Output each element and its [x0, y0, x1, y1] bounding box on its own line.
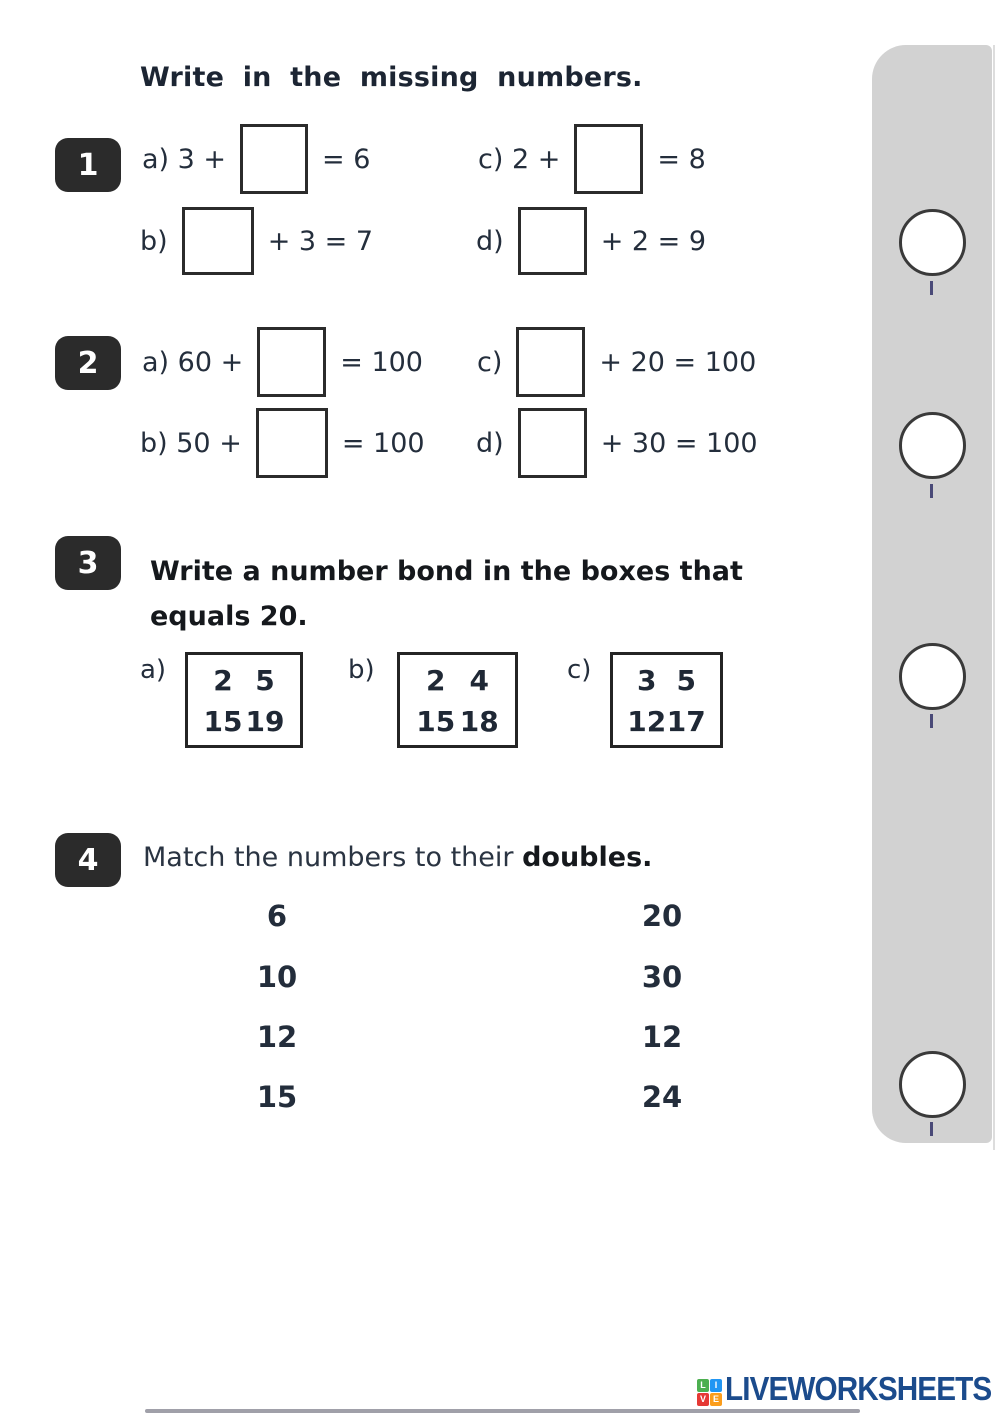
- score-cursor-3: [930, 714, 933, 728]
- q3c-label: c): [567, 655, 592, 685]
- logo-tile-l-icon: L: [697, 1379, 709, 1392]
- q2a-equation: [142, 327, 423, 397]
- q4-left-number-4[interactable]: 15: [256, 1080, 298, 1114]
- q4-prompt: [143, 842, 652, 873]
- q2a-lead-text: a) 60 +: [142, 346, 244, 378]
- liveworksheets-logo-text: LIVEWORKSHEETS: [725, 1370, 992, 1407]
- q2c-tail-text: + 20 = 100: [599, 346, 757, 378]
- question-3-number: 3: [77, 545, 99, 581]
- logo-tile-i-icon: I: [710, 1379, 722, 1392]
- q2b-lead-text: b) 50 +: [140, 427, 242, 459]
- liveworksheets-logo-icon: [697, 1379, 722, 1406]
- score-circle-3[interactable]: [899, 643, 966, 710]
- q4-left-number-2[interactable]: 10: [256, 960, 298, 994]
- q4-right-number-4[interactable]: 24: [641, 1080, 683, 1114]
- q2d-tail-text: + 30 = 100: [600, 427, 758, 459]
- q4-right-number-2[interactable]: 30: [641, 960, 683, 994]
- q1c-answer-box[interactable]: [574, 124, 643, 194]
- page-edge-line: [993, 45, 995, 1150]
- q4-prompt-regular: Match the numbers to their: [143, 842, 523, 873]
- q2d-equation: [476, 408, 758, 478]
- score-cursor-1: [930, 281, 933, 295]
- question-2-badge: [55, 336, 121, 390]
- q3c-value-3: 12: [627, 705, 667, 738]
- q3b-label: b): [348, 655, 375, 685]
- q3c-number-bond-box[interactable]: [610, 652, 723, 748]
- q1a-tail-text: = 6: [322, 143, 371, 175]
- q1b-equation: [140, 206, 373, 276]
- q1c-equation: [478, 124, 706, 194]
- q1c-lead-text: c) 2 +: [478, 143, 561, 175]
- q3b-value-3: 15: [416, 705, 456, 738]
- q3a-number-bond-box[interactable]: [185, 652, 303, 748]
- q3a-value-3: 15: [203, 705, 243, 738]
- q4-right-number-3[interactable]: 12: [641, 1020, 683, 1054]
- q3b-value-1: 2: [426, 664, 446, 697]
- q1d-tail-text: + 2 = 9: [600, 225, 707, 257]
- q3-prompt-line2: equals 20.: [150, 601, 308, 632]
- q3a-value-2: 5: [255, 664, 275, 697]
- q2a-tail-text: = 100: [340, 346, 423, 378]
- question-4-badge: [55, 833, 121, 887]
- liveworksheets-logo: [697, 1370, 1000, 1408]
- q3a-label: a): [140, 655, 167, 685]
- q1b-answer-box[interactable]: [182, 207, 254, 275]
- score-circle-4[interactable]: [899, 1051, 966, 1118]
- q1c-tail-text: = 8: [657, 143, 706, 175]
- q3b-value-2: 4: [469, 664, 489, 697]
- score-cursor-2: [930, 484, 933, 498]
- worksheet-title: Write in the missing numbers.: [140, 62, 643, 93]
- q2d-answer-box[interactable]: [518, 408, 587, 478]
- logo-tile-v-icon: V: [697, 1393, 709, 1406]
- question-1-number: 1: [77, 147, 99, 183]
- score-cursor-4: [930, 1122, 933, 1136]
- q1a-equation: [142, 124, 370, 194]
- q1b-lead-text: b): [140, 225, 168, 257]
- q4-prompt-bold: doubles.: [522, 842, 653, 873]
- question-4-number: 4: [77, 842, 99, 878]
- q3-prompt: [150, 549, 743, 639]
- q3a-value-4: 19: [245, 705, 285, 738]
- q1d-lead-text: d): [476, 225, 504, 257]
- q1a-answer-box[interactable]: [240, 124, 308, 194]
- q3c-value-2: 5: [676, 664, 696, 697]
- q1d-equation: [476, 206, 706, 276]
- q3b-value-4: 18: [459, 705, 499, 738]
- q2c-lead-text: c): [477, 346, 503, 378]
- q2a-answer-box[interactable]: [257, 327, 326, 397]
- question-1-badge: [55, 138, 121, 192]
- q3c-value-1: 3: [637, 664, 657, 697]
- q1d-answer-box[interactable]: [518, 207, 587, 275]
- q3b-number-bond-box[interactable]: [397, 652, 518, 748]
- q2b-answer-box[interactable]: [256, 408, 328, 478]
- q2b-tail-text: = 100: [341, 427, 425, 459]
- q2c-answer-box[interactable]: [516, 327, 585, 397]
- question-3-badge: [55, 536, 121, 590]
- q2d-lead-text: d): [476, 427, 504, 459]
- q1a-lead-text: a) 3 +: [142, 143, 227, 175]
- q3-prompt-line1: Write a number bond in the boxes that: [150, 556, 743, 587]
- q4-left-number-3[interactable]: 12: [256, 1020, 298, 1054]
- question-2-number: 2: [77, 345, 99, 381]
- score-circle-1[interactable]: [899, 209, 966, 276]
- q3a-value-1: 2: [213, 664, 233, 697]
- q2c-equation: [477, 327, 756, 397]
- q3c-value-4: 17: [666, 705, 706, 738]
- q4-right-number-1[interactable]: 20: [641, 899, 683, 933]
- score-circle-2[interactable]: [899, 412, 966, 479]
- q1b-tail-text: + 3 = 7: [267, 225, 374, 257]
- logo-tile-e-icon: E: [710, 1393, 722, 1406]
- next-page-edge: [145, 1409, 860, 1413]
- q4-left-number-1[interactable]: 6: [266, 899, 288, 933]
- q2b-equation: [140, 408, 425, 478]
